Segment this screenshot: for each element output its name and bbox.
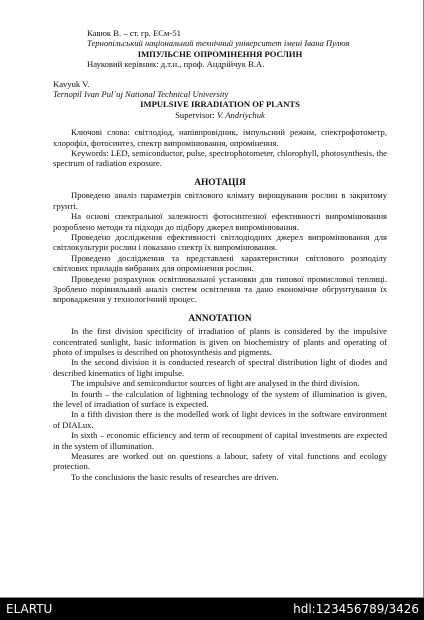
ua-author-line: Кавюк В. – ст. гр. ЕСм-51 (87, 28, 181, 38)
spacer (53, 70, 387, 79)
annotation-en-paragraph: Measures are worked out on questions a labour, safety of vital functions and ecology protection. (53, 451, 387, 472)
repository-name: ELARTU (6, 602, 53, 616)
annotation-en-paragraph: In a fifth division there is the modelled work of light devices in the software environment of DIALux. (53, 409, 387, 430)
en-title: IMPULSIVE IRRADIATION OF PLANTS (140, 99, 300, 110)
annotation-en-paragraph: In the first division specificity of irradiation of plants is considered by the impulsive concentrated sunlight, basic information is given on biochemistry of plants and operating of photo of impulses is described on photosynthesis and pigments. (53, 326, 387, 357)
annotation-en-paragraph: In the second division it is conducted research of spectral distribution light of diodes and described kinematics of light impulse. (53, 357, 387, 378)
annotation-en-paragraph: In sixth – economic efficiency and term of recoupment of capital investments are expected in the system of illumination. (53, 430, 387, 451)
annotation-ua-paragraph: На основі спектральної залежності фотосинтезної ефективності випромінювання розроблено методи та підходи до підбору джерел випромінювання. (53, 211, 387, 232)
handle-identifier: hdl:123456789/3426 (293, 602, 419, 616)
page-content (53, 28, 387, 482)
annotation-ua-paragraph: Проведено дослідження ефективності світлодіодних джерел випромінювання для світлокультури рослин і показано спектр їх випромінювання. (53, 231, 387, 253)
spacer (53, 120, 387, 127)
annotation-en-heading: ANNOTATION (188, 313, 252, 324)
en-supervisor-prefix: Supervisor: (175, 109, 217, 120)
ua-supervisor: Науковий керівник: д.т.н., проф. Андрійчук В.А. (87, 59, 265, 70)
annotation-en-paragraph: In fourth – the calculation of lightning technology of the system of illumination is given, the level of irradiation of surface is expected. (53, 388, 387, 409)
en-supervisor (53, 110, 387, 120)
annotation-ua-paragraph: Проведено дослідження та представлені характеристики світлового розподілу світлових приладів вибраних для опромінення рослин. (53, 252, 387, 274)
keywords-ua: Ключові слова: світлодіод, напівпровідник, імпульсний режим, спектрофотометр, хлорофіл, фотосинтез, спектр випромінювання, опромінення. (53, 127, 387, 148)
en-author-line: Kavyuk V. (53, 78, 90, 89)
en-supervisor-name: V. Andriychuk (216, 109, 265, 120)
annotation-en-paragraph: To the conclusions the basic results of researches are driven. (71, 471, 279, 482)
repository-footer-bar (0, 598, 424, 620)
en-university: Ternopil Ivan Pul`uj National Technical University (53, 89, 229, 100)
annotation-ua-heading: АНОТАЦІЯ (194, 177, 246, 188)
annotation-ua-paragraph: Проведено аналіз параметрів світлового клімату вирощування рослин в закритому грунті. (53, 190, 387, 211)
annotation-en-paragraph: The impulsive and semiconductor sources of light are analysed in the third division. (71, 378, 360, 389)
annotation-ua-paragraph: Проведено розрахунок освітлювальної установки для типової промислової теплиці. Зроблено порівняльний аналіз систем освітлення та дано економічне обгрунтування їх впровадження у технологічний процес. (53, 273, 387, 305)
ua-title: ІМПУЛЬСНЕ ОПРОМІНЕННЯ РОСЛИН (137, 48, 303, 59)
ua-university: Тернопільський національний технічний університет імені Івана Пулюя (87, 38, 350, 49)
keywords-en: Keywords: LED, semiconductor, pulse, spectrophotometer, chlorophyll, photosynthesis, the spectrum of radiation exposure. (53, 148, 387, 169)
